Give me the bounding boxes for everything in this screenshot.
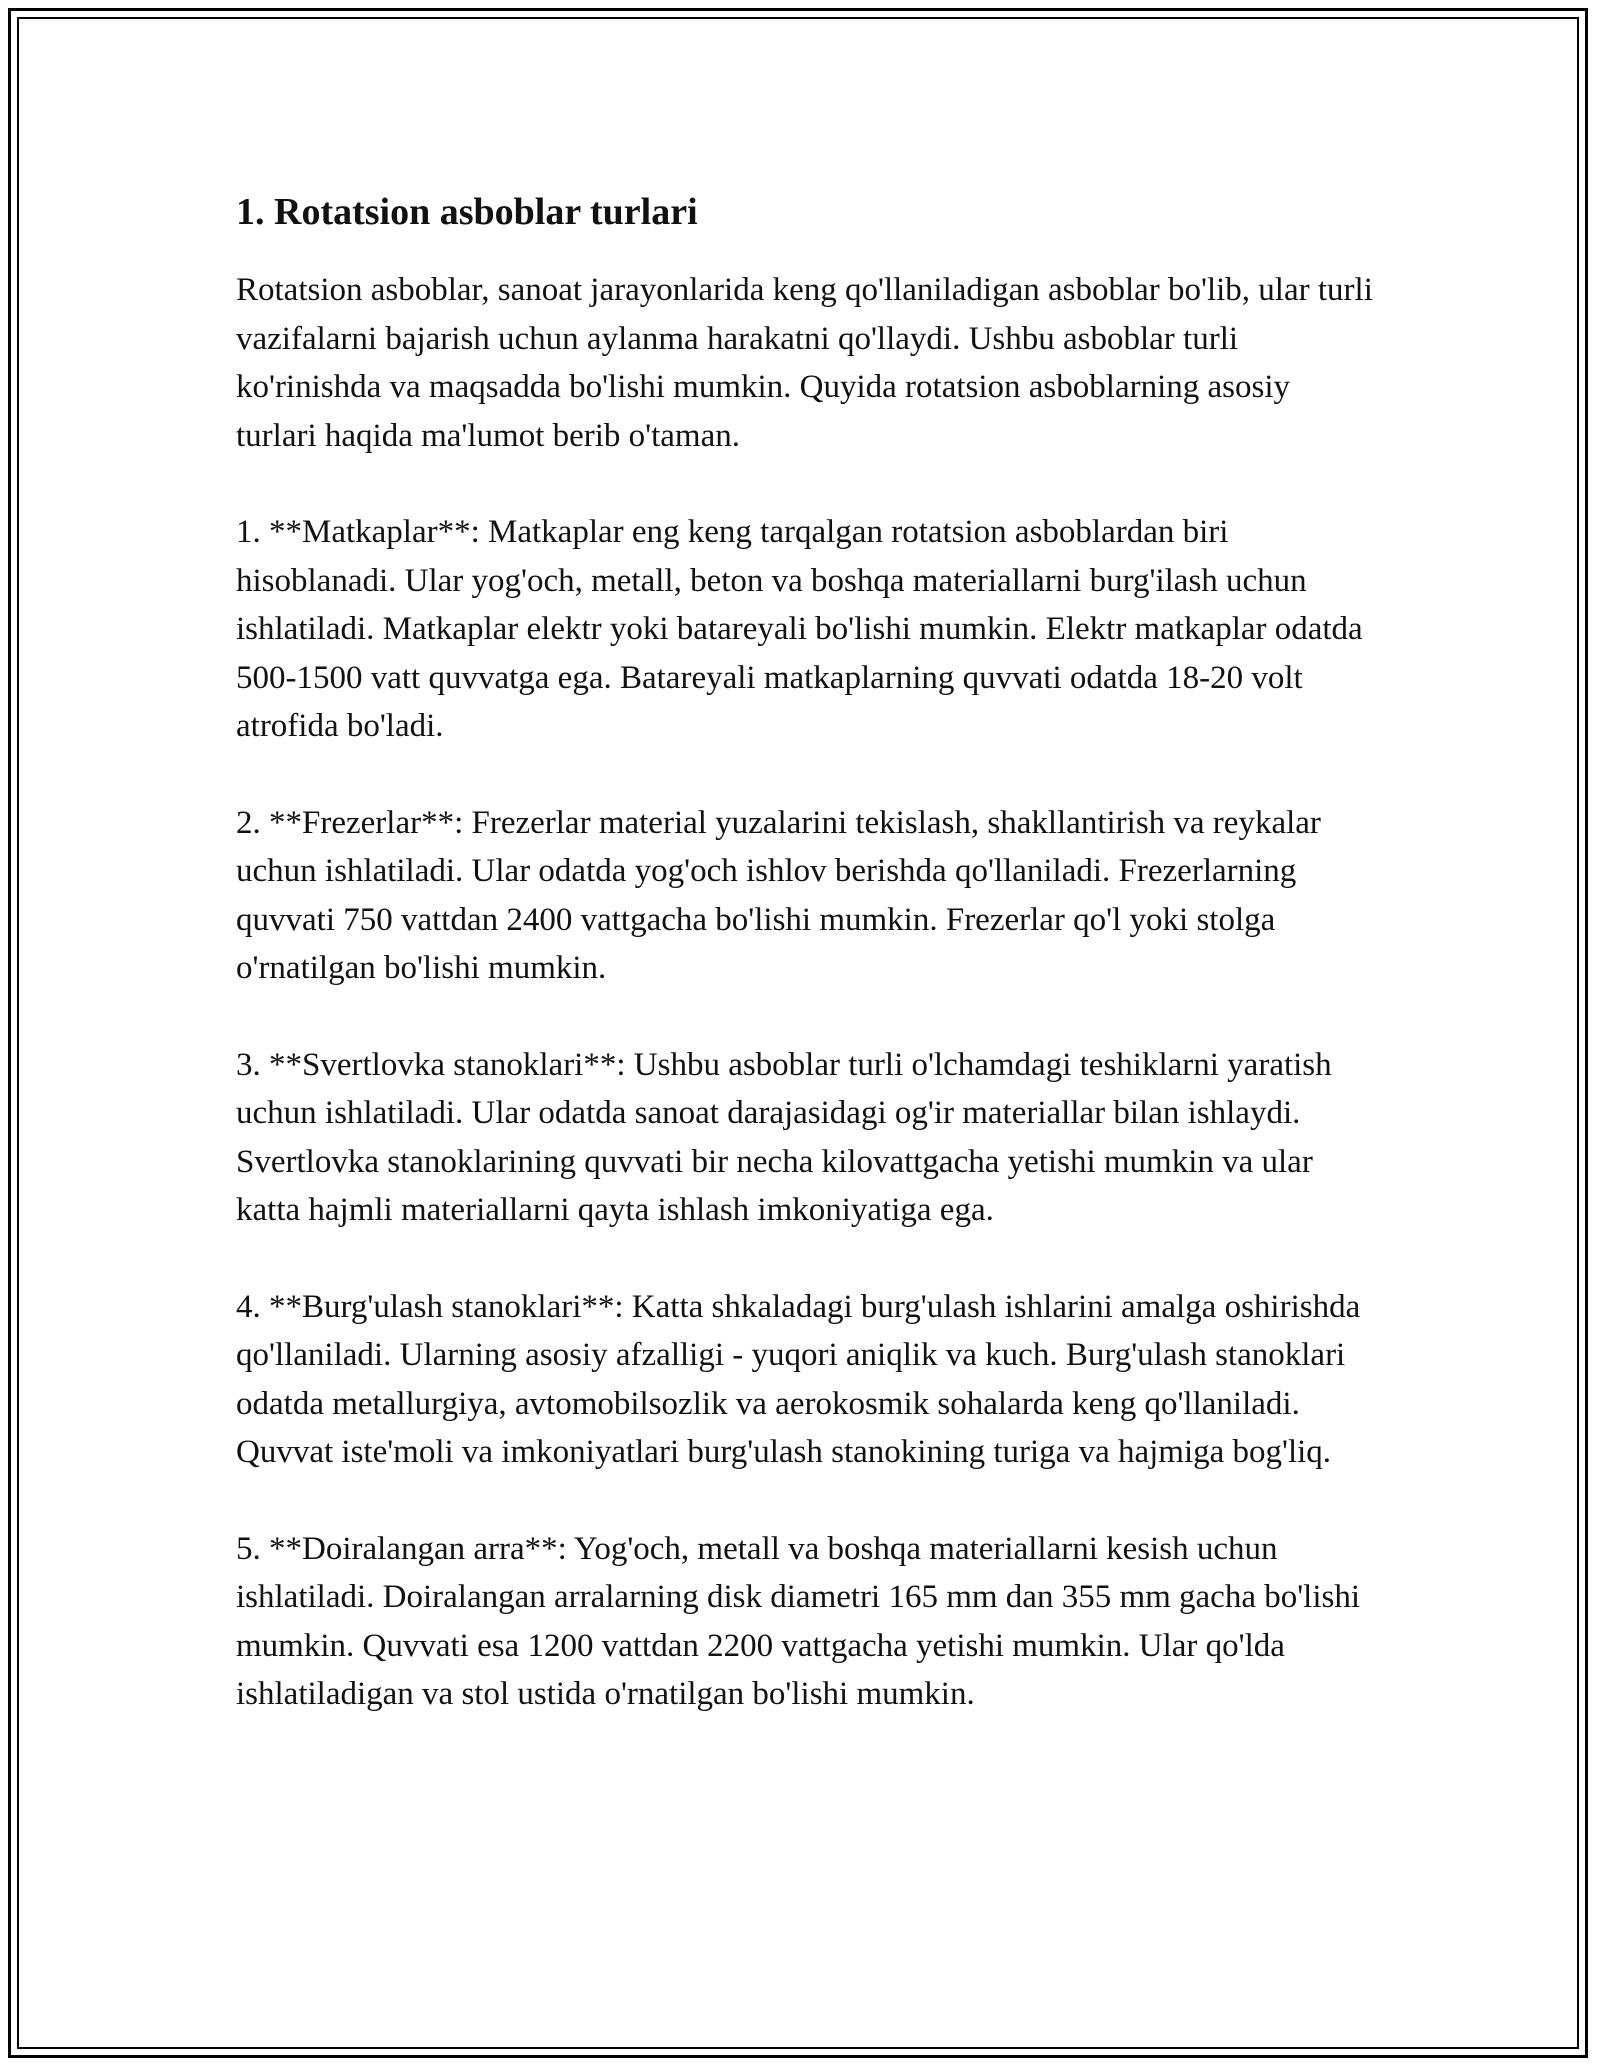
intro-paragraph: Rotatsion asboblar, sanoat jarayonlarida keng qo'llaniladigan asboblar bo'lib, ular turli vazifalarni bajarish uchun aylanma harakatni qo'llaydi. Ushbu asboblar turli ko'rinishda va maqsadda bo'lishi mumkin. Quyida rotatsion asboblarning asosiy turlari haqida ma'lumot berib o'taman.	[236, 272, 1373, 454]
paragraph-doiralangan-arra: 5. **Doiralangan arra**: Yog'och, metall va boshqa materiallarni kesish uchun ishlatiladi. Doiralangan arralarning disk diametri 165 mm dan 355 mm gacha bo'lishi mumkin. Quvvati esa 1200 vattdan 2200 vattgacha yetishi mumkin. Ular qo'lda ishlatiladigan va stol ustida o'rnatilgan bo'lishi mumkin.	[236, 1530, 1361, 1712]
paragraph-burgulash-stanoklari: 4. **Burg'ulash stanoklari**: Katta shkaladagi burg'ulash ishlarini amalga oshirishda qo'llaniladi. Ularning asosiy afzalligi - yuqori aniqlik va kuch. Burg'ulash stanoklari odatda metallurgiya, avtomobilsozlik va aerokosmik sohalarda keng qo'llaniladi. Quvvat iste'moli va imkoniyatlari burg'ulash stanokining turiga va hajmiga bog'liq.	[236, 1288, 1361, 1470]
document-title: 1. Rotatsion asboblar turlari	[236, 191, 698, 233]
paragraph-svertlovka-stanoklari: 3. **Svertlovka stanoklari**: Ushbu asboblar turli o'lchamdagi teshiklarni yaratish uchun ishlatiladi. Ular odatda sanoat darajasidagi og'ir materiallar bilan ishlaydi. Svertlovka stanoklarining quvvati bir necha kilovattgacha yetishi mumkin va ular katta hajmli materiallarni qayta ishlash imkoniyatiga ega.	[236, 1046, 1332, 1228]
paragraph-frezerlar: 2. **Frezerlar**: Frezerlar material yuzalarini tekislash, shakllantirish va reykalar uchun ishlatiladi. Ular odatda yog'och ishlov berishda qo'llaniladi. Frezerlarning quvvati 750 vattdan 2400 vattgacha bo'lishi mumkin. Frezerlar qo'l yoki stolga o'rnatilgan bo'lishi mumkin.	[236, 804, 1321, 986]
paragraph-matkaplar: 1. **Matkaplar**: Matkaplar eng keng tarqalgan rotatsion asboblardan biri hisoblanadi. Ular yog'och, metall, beton va boshqa materiallarni burg'ilash uchun ishlatiladi. Matkaplar elektr yoki batareyali bo'lishi mumkin. Elektr matkaplar odatda 500-1500 vatt quvvatga ega. Batareyali matkaplarning quvvati odatda 18-20 volt atrofida bo'ladi.	[236, 514, 1363, 744]
document-body	[236, 186, 1376, 1767]
